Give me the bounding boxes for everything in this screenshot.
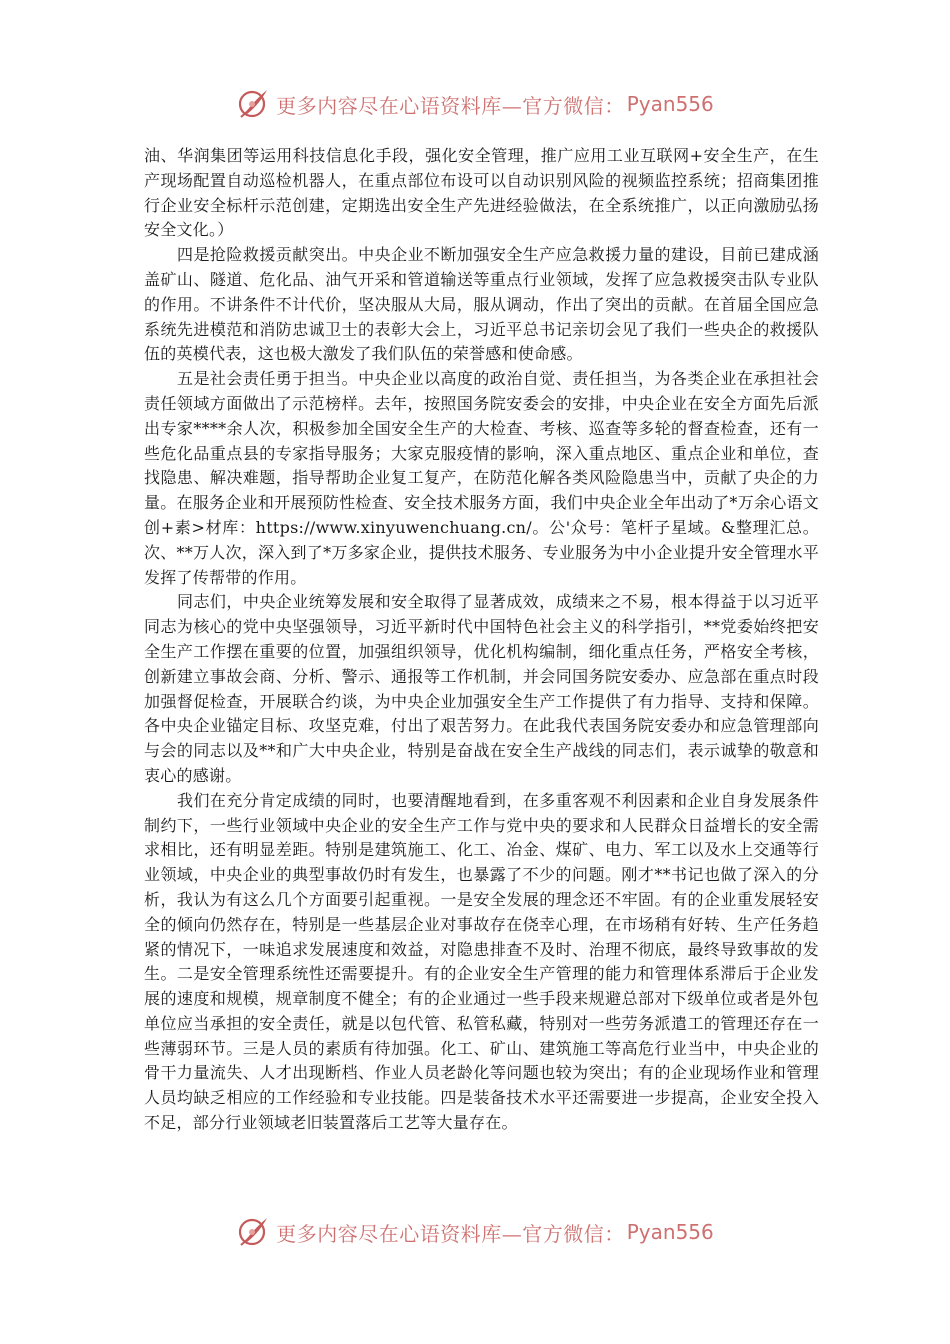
footer-watermark [0,1212,950,1252]
quill-logo-icon [236,1215,270,1249]
paragraph: 油、华润集团等运用科技信息化手段，强化安全管理，推广应用工业互联网+安全生产，在生产现场配置自动巡检机器人，在重点部位布设可以自动识别风险的视频监控系统；招商集团推行企业安全标杆示范创建，定期选出安全生产先进经验做法，在全系统推广，以正向激励弘扬安全文化。） [144,146,819,240]
watermark-text: 更多内容尽在心语资料库—官方微信： [276,93,625,118]
paragraph: 五是社会责任勇于担当。中央企业以高度的政治自觉、责任担当，为各类企业在承担社会责任领域方面做出了示范榜样。去年，按照国务院安委会的安排，中央企业在安全方面先后派出专家****余人次，积极参加全国安全生产的大检查、考核、巡查等多轮的督查检查，还有一些危化品重点县的专家指导服务；大家克服疫情的影响，深入重点地区、重点企业和单位，查找隐患、解决难题，指导帮助企业复工复产，在防范化解各类风险隐患当中，贡献了央企的力量。在服务企业和开展预防性检查、安全技术服务方面，我们中央企业全年出动了*万余心语文创+素>材库：https://www.xinyuwenchuang.cn/。公'众号：笔杆子星域。&整理汇总。次、**万人次，深入到了*万多家企业，提供技术服务、专业服务为中小企业提升安全管理水平发挥了传帮带的作用。 [144,369,819,587]
paragraph: 同志们，中央企业统筹发展和安全取得了显著成效，成绩来之不易，根本得益于以习近平同志为核心的党中央坚强领导，习近平新时代中国特色社会主义的科学指引，**党委始终把安全生产工作摆在重要的位置，加强组织领导，优化机构编制，细化重点任务，严格安全考核，创新建立事故会商、分析、警示、通报等工作机制，并会同国务院安委办、应急部在重点时段加强督促检查，开展联合约谈，为中央企业加强安全生产工作提供了有力指导、支持和保障。各中央企业锚定目标、攻坚克难，付出了艰苦努力。在此我代表国务院安委办和应急管理部向与会的同志以及**和广大中央企业，特别是奋战在安全生产战线的同志们，表示诚挚的敬意和衷心的感谢。 [144,592,819,785]
quill-logo-icon [236,87,270,121]
paragraph: 四是抢险救援贡献突出。中央企业不断加强安全生产应急救援力量的建设，目前已建成涵盖矿山、隧道、危化品、油气开采和管道输送等重点行业领域，发挥了应急救援突击队专业队的作用。不讲条件不计代价，坚决服从大局，服从调动，作出了突出的贡献。在首届全国应急系统先进模范和消防忠诚卫士的表彰大会上，习近平总书记亲切会见了我们一些央企的救援队伍的英模代表，这也极大激发了我们队伍的荣誉感和使命感。 [144,245,819,364]
header-watermark [0,84,950,124]
document-body [144,144,819,1136]
watermark-wechat-id: Pyan556 [626,92,714,116]
paragraph: 我们在充分肯定成绩的同时，也要清醒地看到，在多重客观不利因素和企业自身发展条件制约下，一些行业领域中央企业的安全生产工作与党中央的要求和人民群众日益增长的安全需求相比，还有明显差距。特别是建筑施工、化工、冶金、煤矿、电力、军工以及水上交通等行业领域，中央企业的典型事故仍时有发生，也暴露了不少的问题。刚才**书记也做了深入的分析，我认为有这么几个方面要引起重视。一是安全发展的理念还不牢固。有的企业重发展轻安全的倾向仍然存在，特别是一些基层企业对事故存在侥幸心理，在市场稍有好转、生产任务趋紧的情况下，一味追求发展速度和效益，对隐患排查不及时、治理不彻底，最终导致事故的发生。二是安全管理系统性还需要提升。有的企业安全生产管理的能力和管理体系滞后于企业发展的速度和规模，规章制度不健全；有的企业通过一些手段来规避总部对下级单位或者是外包单位应当承担的安全责任，就是以包代管、私管私藏，特别对一些劳务派遣工的管理还存在一些薄弱环节。三是人员的素质有待加强。化工、矿山、建筑施工等高危行业当中，中央企业的骨干力量流失、人才出现断档、作业人员老龄化等问题也较为突出；有的企业现场作业和管理人员均缺乏相应的工作经验和专业技能。四是装备技术水平还需要进一步提高，企业安全投入不足，部分行业领域老旧装置落后工艺等大量存在。 [144,790,819,1133]
watermark-text: 更多内容尽在心语资料库—官方微信： [276,1221,625,1246]
watermark-wechat-id: Pyan556 [626,1220,714,1244]
